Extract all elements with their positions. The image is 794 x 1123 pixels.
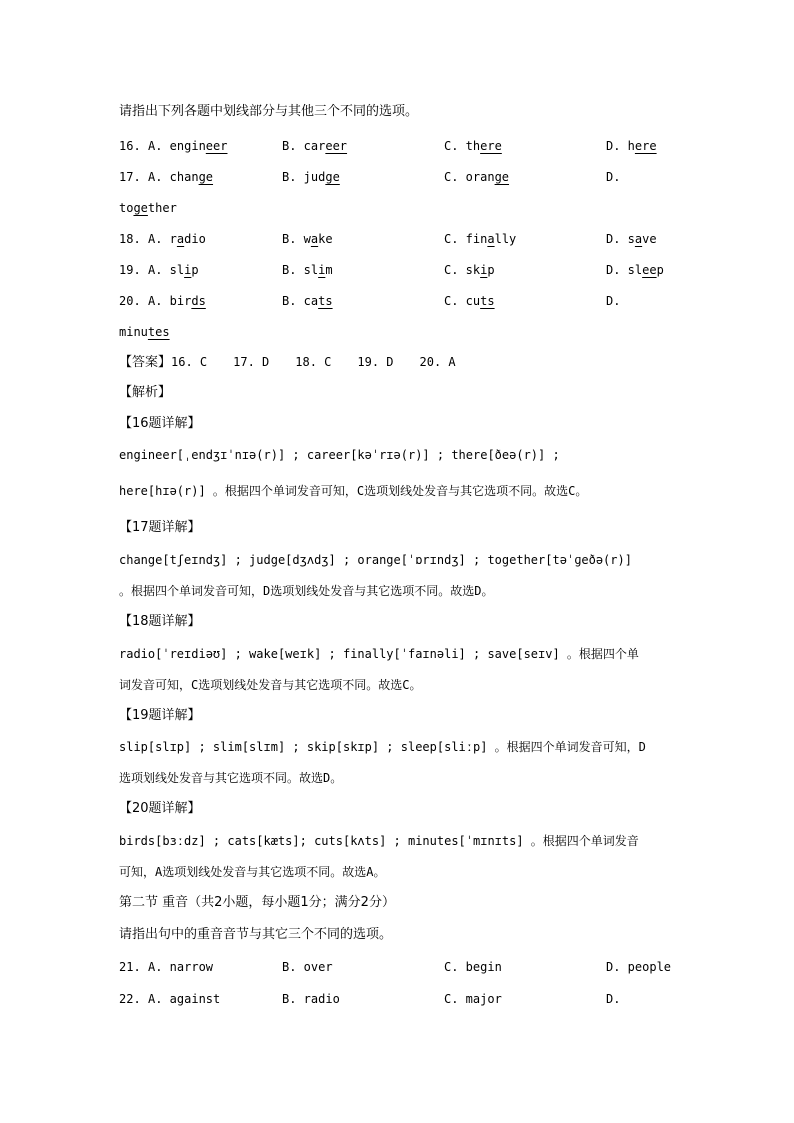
detail-heading-18: 【18题详解】 [119,614,201,629]
option-a[interactable]: A. slip [148,263,199,277]
option-d[interactable]: D. sleep [606,263,664,277]
option-a[interactable]: A. against [148,992,221,1006]
detail-heading-16: 【16题详解】 [119,416,201,431]
detail-20-line-2: 可知，A选项划线处发音与其它选项不同。故选A。 [119,865,386,879]
option-d[interactable]: D. people [606,960,672,974]
option-c[interactable]: C. cuts [444,294,495,308]
option-a[interactable]: A. birds [148,294,206,308]
detail-heading-20: 【20题详解】 [119,801,201,816]
detail-16-line-2: here[hɪə(r)] 。根据四个单词发音可知，C选项划线处发音与其它选项不同。故选C。 [119,484,588,498]
detail-17-line-1: change[tʃeɪndʒ] ; judge[dʒʌdʒ] ; orange[ˈɒrɪndʒ] ; together[təˈɡeðə(r)] [119,553,632,567]
detail-18-line-1: radio[ˈreɪdiəʊ] ; wake[weɪk] ; finally[ˈfaɪnəli] ; save[seɪv] 。根据四个单 [119,647,639,661]
answer-item: 18. C [295,355,332,369]
option-b[interactable]: B. wake [282,232,333,246]
option-b[interactable]: B. radio [282,992,340,1006]
option-d[interactable]: D. save [606,232,657,246]
option-d[interactable]: D. [606,294,621,308]
option-a[interactable]: A. change [148,170,214,184]
answer-line [119,354,456,371]
option-b[interactable]: B. career [282,139,348,153]
question-number: 18. [119,232,141,246]
section-2-instruction: 请指出句中的重音音节与其它三个不同的选项。 [119,927,393,942]
option-c[interactable]: C. there [444,139,502,153]
option-a[interactable]: A. engineer [148,139,228,153]
question-number: 21. [119,960,141,974]
option-d[interactable]: D. [606,170,621,184]
option-b[interactable]: B. over [282,960,333,974]
option-c[interactable]: C. orange [444,170,510,184]
answer-item: 19. D [357,355,394,369]
question-number: 22. [119,992,141,1006]
question-number: 19. [119,263,141,277]
answer-item: 16. C [171,355,208,369]
detail-heading-17: 【17题详解】 [119,520,201,535]
option-d-continued[interactable]: together [119,201,177,215]
detail-heading-19: 【19题详解】 [119,708,201,723]
option-b[interactable]: B. slim [282,263,333,277]
detail-19-line-2: 选项划线处发音与其它选项不同。故选D。 [119,771,343,785]
detail-18-line-2: 词发音可知，C选项划线处发音与其它选项不同。故选C。 [119,678,422,692]
option-d-continued[interactable]: minutes [119,325,170,339]
detail-20-line-1: birds[bɜːdz] ; cats[kæts]; cuts[kʌts] ; minutes[ˈmɪnɪts] 。根据四个单词发音 [119,834,639,848]
option-b[interactable]: B. judge [282,170,340,184]
option-c[interactable]: C. begin [444,960,502,974]
option-c[interactable]: C. skip [444,263,495,277]
analysis-label: 【解析】 [119,385,172,400]
option-a[interactable]: A. radio [148,232,206,246]
option-d[interactable]: D. here [606,139,657,153]
answer-item: 20. A [419,355,456,369]
option-a[interactable]: A. narrow [148,960,214,974]
question-number: 17. [119,170,141,184]
option-b[interactable]: B. cats [282,294,333,308]
detail-16-line-1: engineer[ˌendʒɪˈnɪə(r)] ; career[kəˈrɪə(r)] ; there[ðeə(r)] ; [119,448,560,462]
question-number: 16. [119,139,141,153]
section-2-title: 第二节 重音（共2小题，每小题1分；满分2分） [119,895,395,910]
answer-item: 17. D [233,355,270,369]
answer-label: 【答案】 [119,355,172,370]
option-c[interactable]: C. major [444,992,502,1006]
instruction-1: 请指出下列各题中划线部分与其他三个不同的选项。 [119,104,419,119]
question-number: 20. [119,294,141,308]
detail-19-line-1: slip[slɪp] ; slim[slɪm] ; skip[skɪp] ; sleep[sliːp] 。根据四个单词发音可知，D [119,740,646,754]
detail-17-line-2: 。根据四个单词发音可知，D选项划线处发音与其它选项不同。故选D。 [119,584,494,598]
option-c[interactable]: C. finally [444,232,517,246]
option-d[interactable]: D. [606,992,621,1006]
